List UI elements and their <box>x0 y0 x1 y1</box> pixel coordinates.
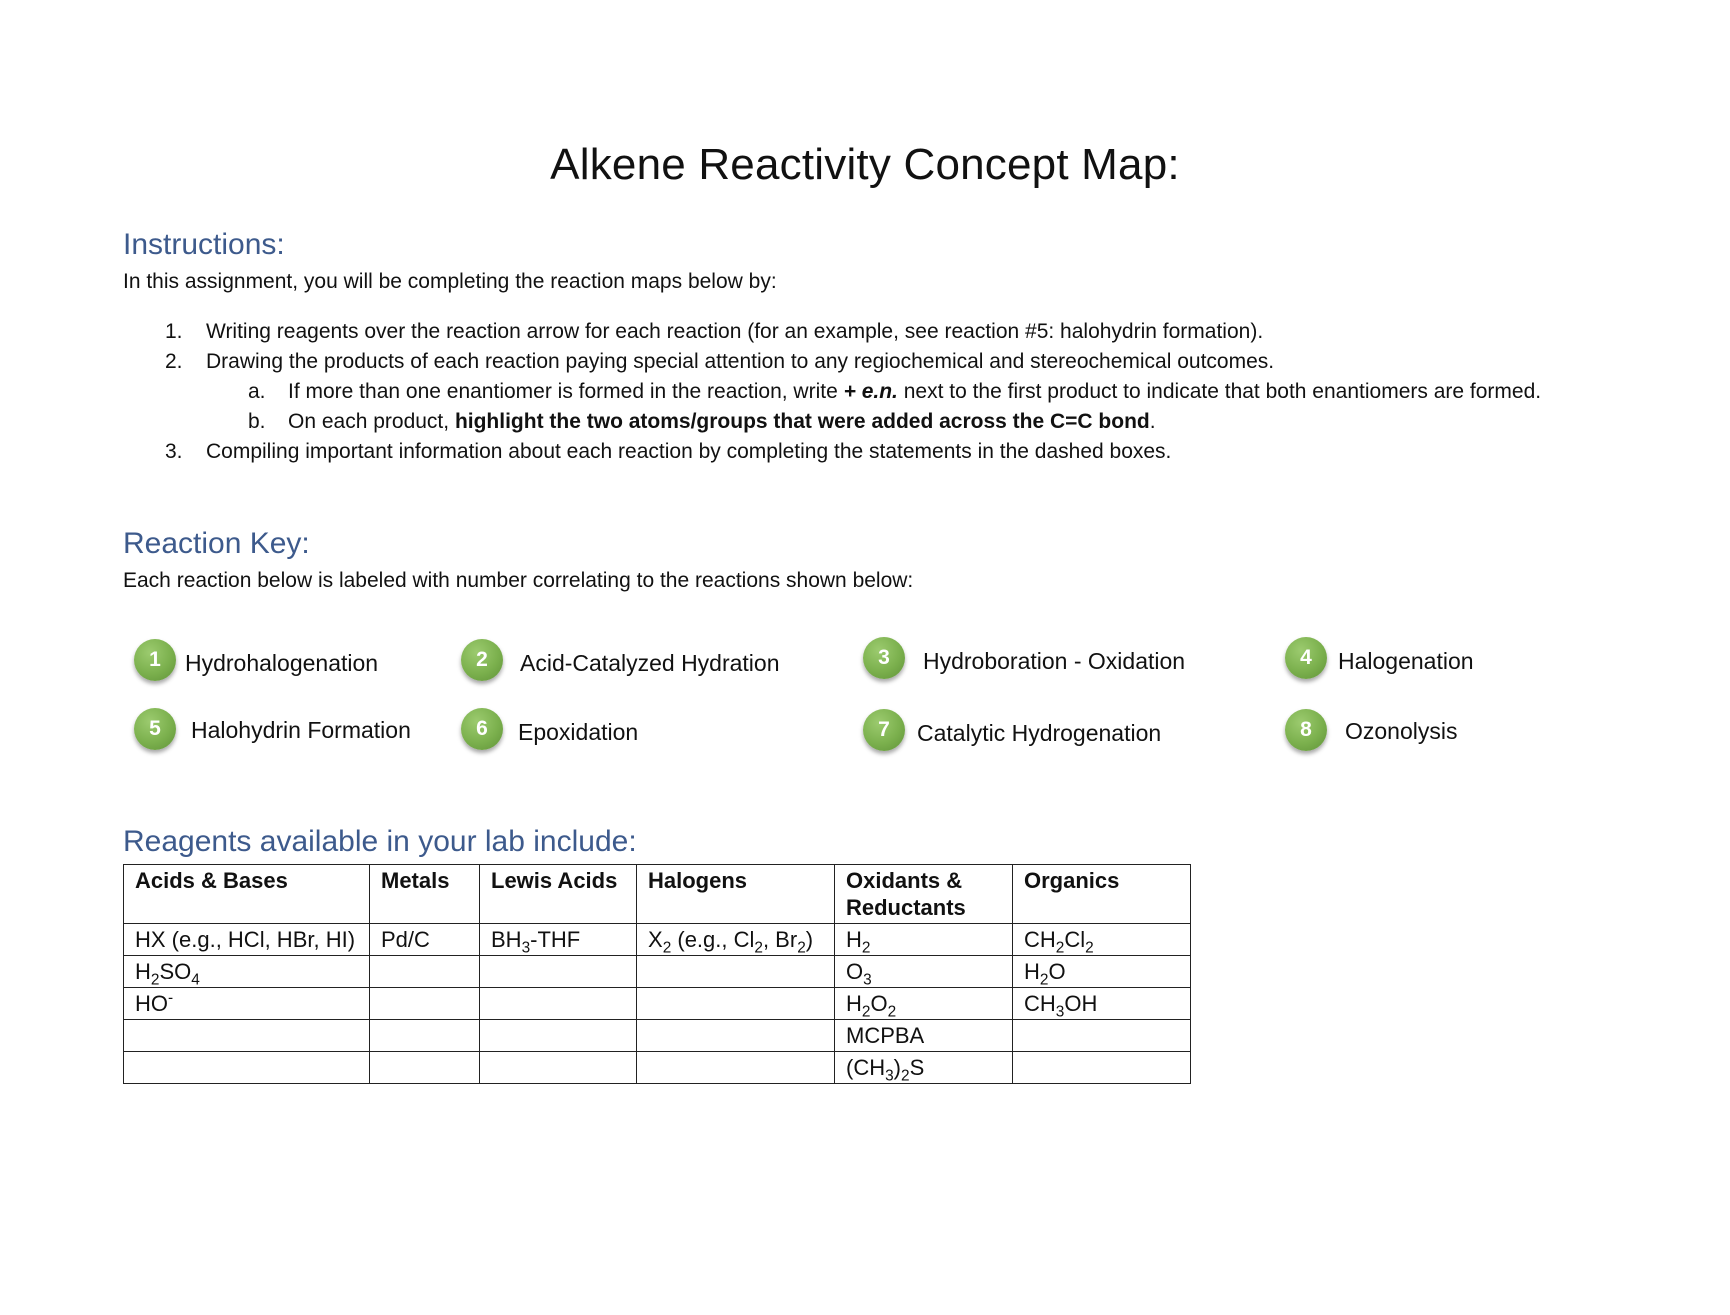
reaction-label: Epoxidation <box>518 719 639 745</box>
table-cell <box>1013 1020 1191 1052</box>
reaction-number-badge: 1 <box>134 639 176 681</box>
reaction-label: Hydrohalogenation <box>185 650 379 676</box>
column-header: Oxidants & Reductants <box>835 865 1013 924</box>
table-cell <box>370 1020 480 1052</box>
table-cell: $BH_3$-THF <box>480 924 637 956</box>
table-cell: $X_2$ (e.g., $Cl_2$, $Br_2$) <box>637 924 835 956</box>
table-cell: $H_2SO_4$ <box>124 956 370 988</box>
table-cell: $CH_3OH$ <box>1013 988 1191 1020</box>
reaction-label: Halogenation <box>1338 648 1474 674</box>
reaction-label: Ozonolysis <box>1345 718 1458 744</box>
reaction-key-heading: Reaction Key: <box>123 527 310 560</box>
column-header: Acids & Bases <box>124 865 370 924</box>
table-cell: HX (e.g., HCl, HBr, HI) <box>124 924 370 956</box>
table-cell <box>370 1052 480 1084</box>
reaction-key-intro: Each reaction below is labeled with number correlating to the reactions shown below: <box>123 569 914 592</box>
reaction-label: Halohydrin Formation <box>191 717 411 743</box>
reaction-label: Hydroboration - Oxidation <box>923 648 1186 674</box>
reaction-number-badge: 5 <box>134 708 176 750</box>
table-cell <box>637 988 835 1020</box>
table-row <box>124 988 1191 1020</box>
reaction-number-badge: 4 <box>1285 637 1327 679</box>
table-cell: $H_2O_2$ <box>835 988 1013 1020</box>
reaction-number-badge: 8 <box>1285 709 1327 751</box>
instructions-heading: Instructions: <box>123 228 285 261</box>
enantiomer-notation: + e.n. <box>843 380 898 403</box>
table-cell: $O_3$ <box>835 956 1013 988</box>
table-cell <box>480 988 637 1020</box>
instructions-intro: In this assignment, you will be completing the reaction maps below by: <box>123 270 777 293</box>
reaction-number-badge: 2 <box>461 639 503 681</box>
table-cell <box>480 956 637 988</box>
table-cell <box>370 956 480 988</box>
table-header-row <box>124 865 1191 924</box>
table-cell <box>637 1052 835 1084</box>
table-cell <box>637 956 835 988</box>
table-cell <box>370 988 480 1020</box>
table-cell: $H_2$ <box>835 924 1013 956</box>
column-header: Lewis Acids <box>480 865 637 924</box>
document-page: Alkene Reactivity Concept Map: Instructions: In this assignment, you will be completing the reaction maps below by: 1. Writing reagents over the reaction arrow for each reaction (for an example, see reaction #5: halohydrin formation). 2. Drawing the products of each reaction paying special attention to any regiochemical and stereochemical outcomes. a. If more than one enantiomer is formed in the reaction, write + e.n. next to the first product to indicate that both enantiomers are formed. b. On each product, highlight the two atoms/groups that were added across the C=C bond. 3. Compiling important information about each reaction by completing the statements in the dashed boxes. Reaction Key: Each reaction below is labeled with number correlating to the reactions shown below: 1 Hydrohalogenation 2 Acid-Catalyzed Hydration 3 Hydroboration - Oxidation 4 Halogenation 5 Halohydrin Formation 6 Epoxidation 7 Catalytic Hydrogenation 8 Ozonolysis Reagents available in your lab include: Acids & Bases Metals Lewis Acids Halogens Oxidants & Reductants Organics HX (e.g., HCl, HBr, HI) Pd/C $BH_3$-THF $X_2$ (e.g., $Cl_2$, $Br_2$) $H_2$ $CH_2Cl_2$ $H_2SO_4$ $O_3$ $H_2O$ HO- $H_2O_2$ $CH_3OH$ MCPBA $(CH_3)_2S$ <box>0 0 1730 1315</box>
table-cell: $H_2O$ <box>1013 956 1191 988</box>
reaction-number-badge: 6 <box>461 708 503 750</box>
column-header: Halogens <box>637 865 835 924</box>
table-cell <box>480 1052 637 1084</box>
page-title: Alkene Reactivity Concept Map: <box>550 140 1180 189</box>
table-cell <box>480 1020 637 1052</box>
table-cell: $CH_2Cl_2$ <box>1013 924 1191 956</box>
reagents-heading: Reagents available in your lab include: <box>123 825 637 858</box>
table-cell: MCPBA <box>835 1020 1013 1052</box>
column-header: Metals <box>370 865 480 924</box>
table-row <box>124 924 1191 956</box>
table-cell: HO- <box>124 988 370 1020</box>
reagents-table <box>123 864 1191 1084</box>
table-cell <box>124 1052 370 1084</box>
table-row <box>124 956 1191 988</box>
table-cell: Pd/C <box>370 924 480 956</box>
table-cell <box>1013 1052 1191 1084</box>
table-row <box>124 1052 1191 1084</box>
table-cell <box>124 1020 370 1052</box>
reaction-label: Catalytic Hydrogenation <box>917 720 1162 746</box>
table-row <box>124 1020 1191 1052</box>
table-cell <box>637 1020 835 1052</box>
reaction-number-badge: 3 <box>863 637 905 679</box>
reaction-label: Acid-Catalyzed Hydration <box>520 650 780 676</box>
reaction-number-badge: 7 <box>863 709 905 751</box>
column-header: Organics <box>1013 865 1191 924</box>
table-cell: $(CH_3)_2S$ <box>835 1052 1013 1084</box>
highlight-instruction: highlight the two atoms/groups that were added across the C=C bond <box>454 410 1150 433</box>
